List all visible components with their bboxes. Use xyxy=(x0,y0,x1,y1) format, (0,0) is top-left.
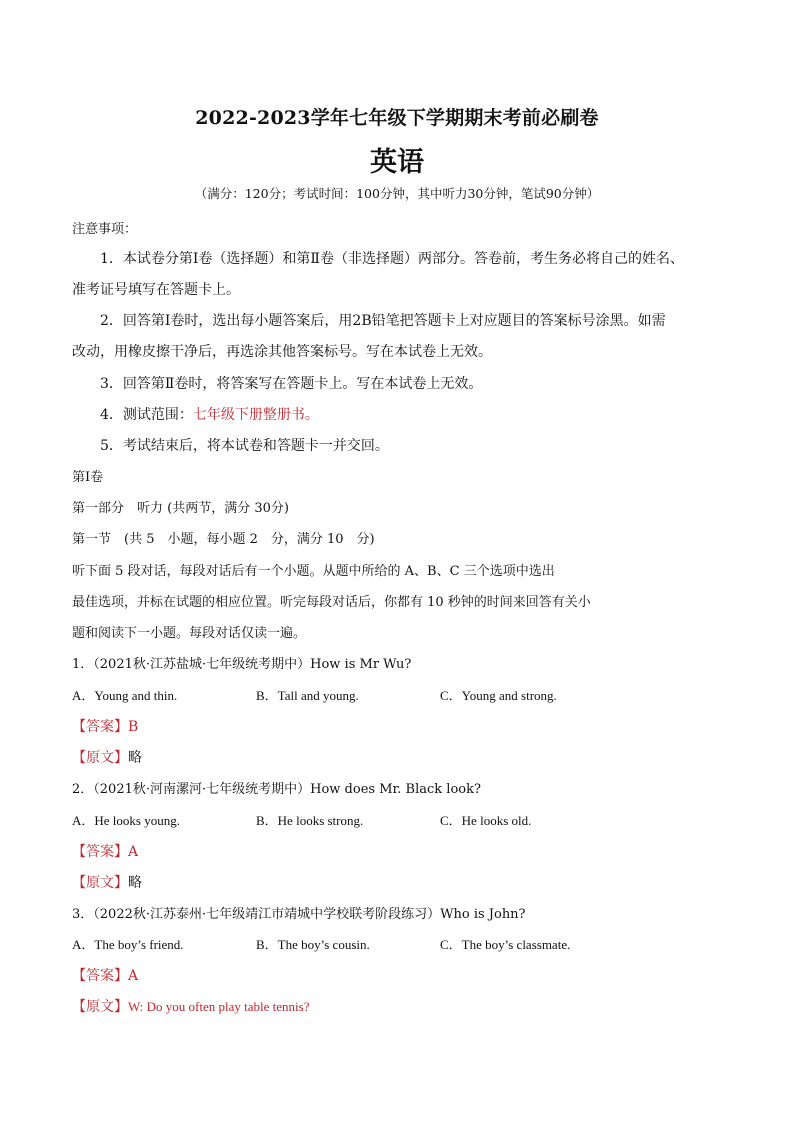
note-item-3: 3．回答第Ⅱ卷时，将答案写在答题卡上。写在本试卷上无效。 xyxy=(100,376,483,392)
subject-title: 英语 xyxy=(370,147,424,178)
question-1-stem: 1．（2021秋·江苏盐城·七年级统考期中）How is Mr Wu? xyxy=(72,657,412,672)
note-item-2b: 改动，用橡皮擦干净后，再选涂其他答案标号。写在本试卷上无效。 xyxy=(72,344,492,360)
note-item-1b: 准考证号填写在答题卡上。 xyxy=(72,282,240,298)
instructions-c: 题和阅读下一小题。每段对话仅读一遍。 xyxy=(72,626,307,641)
original-text: 略 xyxy=(128,875,142,891)
question-3-answer xyxy=(72,965,138,985)
note-item-2a: 2．回答第Ⅰ卷时，选出每小题答案后，用2B铅笔把答题卡上对应题目的答案标号涂黑。如需 xyxy=(100,313,666,329)
question-2-stem: 2．（2021秋·河南漯河·七年级统考期中）How does Mr. Black look? xyxy=(72,782,481,797)
instructions-a: 听下面 5 段对话，每段对话后有一个小题。从题中所给的 A、B、C 三个选项中选出 xyxy=(72,564,555,579)
notes-heading: 注意事项： xyxy=(72,222,138,237)
exam-title: 2022-2023学年七年级下学期期末考前必刷卷 xyxy=(195,107,599,129)
original-text: W: Do you often play table tennis? xyxy=(128,999,310,1014)
question-1-answer xyxy=(72,716,138,736)
note-item-4-prefix: 4．测试范围： xyxy=(100,407,193,423)
question-2-option-b: B．He looks strong. xyxy=(256,813,364,828)
answer-value: B xyxy=(128,719,139,735)
answer-value: A xyxy=(128,968,139,984)
question-2-option-a: A．He looks young. xyxy=(72,813,180,828)
answer-value: A xyxy=(128,844,139,860)
note-item-5: 5．考试结束后，将本试卷和答题卡一并交回。 xyxy=(100,438,389,454)
original-label: 【原文】 xyxy=(72,750,128,766)
original-label: 【原文】 xyxy=(72,875,128,891)
question-3-option-b: B．The boy’s cousin. xyxy=(256,937,370,952)
section1-heading: 第一节 (共 5 小题，每小题 2 分，满分 10 分) xyxy=(72,532,375,547)
question-1-option-a: A．Young and thin. xyxy=(72,688,178,703)
question-1-original xyxy=(72,747,142,767)
instructions-b: 最佳选项，并标在试题的相应位置。听完每段对话后，你都有 10 秒钟的时间来回答有关小 xyxy=(72,595,591,610)
question-3-original xyxy=(72,996,309,1016)
question-3-option-a: A．The boy’s friend. xyxy=(72,937,184,952)
question-2-option-c: C．He looks old. xyxy=(440,813,532,828)
question-2-original xyxy=(72,872,142,892)
question-2-answer xyxy=(72,841,138,861)
answer-label: 【答案】 xyxy=(72,968,128,984)
note-item-4-range: 七年级下册整册书。 xyxy=(192,407,319,423)
question-1-option-c: C．Young and strong. xyxy=(440,688,557,703)
question-1-option-b: B．Tall and young. xyxy=(256,688,359,703)
question-3-stem: 3．（2022秋·江苏泰州·七年级靖江市靖城中学校联考阶段练习）Who is John? xyxy=(72,907,526,922)
answer-label: 【答案】 xyxy=(72,844,128,860)
score-info: （满分：120分；考试时间：100分钟，其中听力30分钟，笔试90分钟） xyxy=(194,186,600,201)
original-label: 【原文】 xyxy=(72,999,128,1015)
note-item-4 xyxy=(100,404,319,424)
volume-heading: 第I卷 xyxy=(72,470,104,485)
original-text: 略 xyxy=(128,750,142,766)
note-item-1a: 1．本试卷分第Ⅰ卷（选择题）和第Ⅱ卷（非选择题）两部分。答卷前，考生务必将自己的姓名、 xyxy=(100,251,684,267)
question-3-option-c: C．The boy’s classmate. xyxy=(440,937,571,952)
answer-label: 【答案】 xyxy=(72,719,128,735)
part1-heading: 第一部分 听力 (共两节，满分 30分) xyxy=(72,501,289,516)
